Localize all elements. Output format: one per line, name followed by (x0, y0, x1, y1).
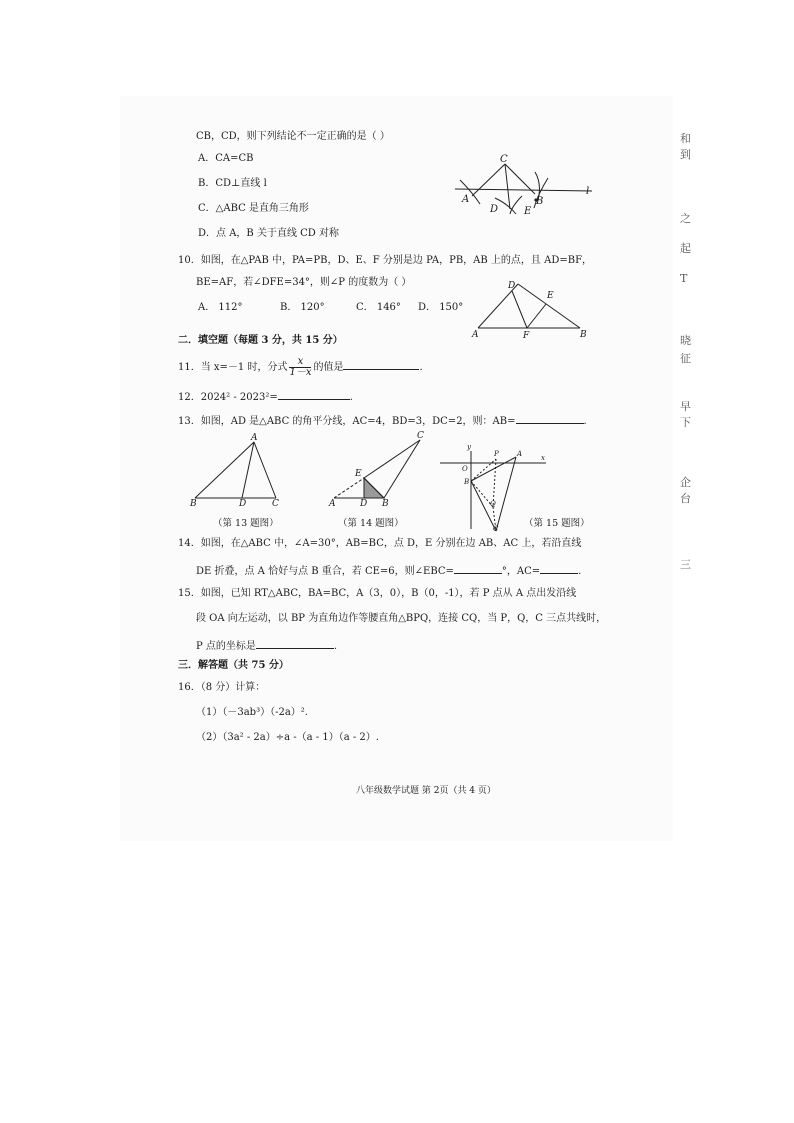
page-footer: 八年级数学试题 第 2页（共 4 页） (356, 786, 496, 796)
q9-tail: CB，CD，则下列结论不一定正确的是（ ） (196, 131, 390, 142)
fig13 (190, 433, 290, 509)
fig14-label-c: C (417, 431, 424, 441)
fig14-label-e: E (355, 469, 362, 479)
fig15-label-a: A (517, 450, 523, 458)
q10-option-a: A． 112° (198, 302, 243, 313)
q14-line2-b: °，AC= (501, 566, 541, 577)
q12: 12．2024² - 2023²= . (178, 389, 353, 404)
q11-numerator: x (297, 356, 304, 367)
fig13-caption: （第 13 题图） (213, 518, 279, 529)
q9-fig-label-d: D (490, 204, 499, 215)
q14-line2-c: . (578, 566, 582, 577)
q10-fig-label-a: A (472, 330, 479, 340)
fig15-label-c: C (493, 525, 499, 533)
q11-fraction (289, 357, 311, 378)
section3-title: 三．解答题（共 75 分） (178, 660, 289, 671)
q9-fig-label-l: l (586, 186, 590, 197)
edge-char-9: 企 (680, 476, 691, 489)
q10-line2: BE=AF，若∠DFE=34°，则∠P 的度数为（ ） (196, 277, 412, 288)
q9-fig-label-a: A (462, 194, 470, 205)
q14-line2 (196, 563, 581, 578)
q14-line2-a: DE 折叠，点 A 恰好与点 B 重合，若 CE=6，则∠EBC= (196, 566, 454, 577)
fig15-label-o: O (462, 465, 468, 473)
q14-angle-blank[interactable] (454, 563, 502, 574)
q9-fig-label-e: E (524, 206, 532, 217)
q11-denominator: 1－x (289, 367, 312, 378)
q12-answer-blank[interactable] (278, 389, 350, 400)
edge-char-0: 和 (680, 132, 691, 145)
fig13-label-c: C (272, 499, 279, 509)
fig14-caption: （第 14 题图） (338, 518, 404, 529)
fig13-label-a: A (251, 433, 258, 443)
fig14-label-d: D (360, 499, 368, 509)
edge-char-5: 晓 (680, 334, 691, 347)
edge-char-8: 下 (680, 416, 691, 429)
fig13-label-b: B (190, 499, 197, 509)
q11-answer-blank[interactable] (343, 359, 419, 370)
edge-char-10: 台 (680, 492, 691, 505)
q15-answer-blank[interactable] (256, 638, 334, 649)
q10-fig-label-f: F (523, 331, 530, 341)
q14-line1: 14．如图，在△ABC 中，∠A=30°，AB=BC，点 D，E 分别在边 AB、AC 上，若沿直线 (178, 538, 582, 549)
q15-line2: 段 OA 向左运动，以 BP 为直角边作等腰直角△BPQ，连接 CQ，当 P，Q，C 三点共线时， (196, 613, 607, 624)
edge-char-7: 早 (680, 400, 691, 413)
edge-char-1: 到 (680, 148, 691, 161)
q16-title: 16．（8 分）计算： (178, 682, 266, 693)
q11-suffix: 的值是 (313, 362, 344, 373)
q9-fig-label-c: C (500, 154, 508, 165)
fig15-label-y: y (467, 443, 471, 451)
q13-answer-blank[interactable] (516, 413, 584, 424)
fig15-label-b: B (464, 478, 470, 486)
q10-figure (472, 276, 592, 341)
q10-option-d: D． 150° (418, 302, 464, 313)
fig15-label-q: Q (490, 500, 496, 508)
q10-line1: 10．如图，在△PAB 中，PA=PB，D、E、F 分别是边 PA，PB，AB 上的点，且 AD=BF， (178, 255, 593, 266)
q15-line3: P 点的坐标是 . (196, 638, 337, 653)
q9-option-b: B．CD⊥直线 l (198, 178, 267, 189)
q16-part2: （2）（3a² - 2a）÷a -（a - 1）（a - 2）. (196, 732, 379, 743)
fig15-caption: （第 15 题图） (524, 518, 590, 529)
exam-page (120, 96, 673, 841)
fig14-label-b: B (382, 499, 389, 509)
q9-option-a: A．CA=CB (198, 153, 254, 164)
edge-char-3: 起 (680, 242, 691, 255)
q11: 11．当 x=－1 时，分式 $\frac{x}{1-x}$ 的值是 . (178, 356, 423, 378)
edge-char-11: 三 (680, 558, 691, 571)
q15-line3-text: P 点的坐标是 (196, 641, 256, 652)
q10-option-c: C． 146° (356, 302, 401, 313)
q16-part1: （1）（－3ab³）（-2a）². (196, 707, 308, 718)
fig14-label-a: A (329, 499, 336, 509)
q10-fig-label-d: D (508, 281, 516, 291)
q10-fig-label-b: B (580, 330, 587, 340)
edge-char-6: 征 (680, 352, 691, 365)
q9-option-d: D．点 A，B 关于直线 CD 对称 (198, 228, 339, 239)
q15-line1: 15．如图，已知 RT△ABC，BA=BC，A（3，0），B（0，-1），若 P 点从 A 点出发沿线 (178, 588, 577, 599)
edge-char-4: T (680, 272, 688, 285)
q14-ac-blank[interactable] (540, 563, 578, 574)
fig13-label-d: D (239, 499, 247, 509)
section2-title: 二．填空题（每题 3 分，共 15 分） (178, 335, 343, 346)
fig15-label-x: x (541, 454, 545, 462)
q9-fig-label-b: B (536, 196, 544, 207)
fig14 (328, 431, 428, 509)
q13-text: 13．如图，AD 是△ABC 的角平分线，AC=4，BD=3，DC=2，则：AB= (178, 416, 516, 427)
q12-text: 12．2024² - 2023²= (178, 392, 278, 403)
q9-figure (450, 154, 600, 220)
fig15-label-p: P (494, 450, 499, 458)
q13: 13．如图，AD 是△ABC 的角平分线，AC=4，BD=3，DC=2，则：AB= . (178, 413, 587, 428)
q10-option-b: B． 120° (280, 302, 325, 313)
q9-option-c: C．△ABC 是直角三角形 (198, 203, 309, 214)
q10-fig-label-e: E (547, 291, 554, 301)
q11-prefix: 11．当 x=－1 时，分式 (178, 362, 288, 373)
edge-char-2: 之 (680, 212, 691, 225)
